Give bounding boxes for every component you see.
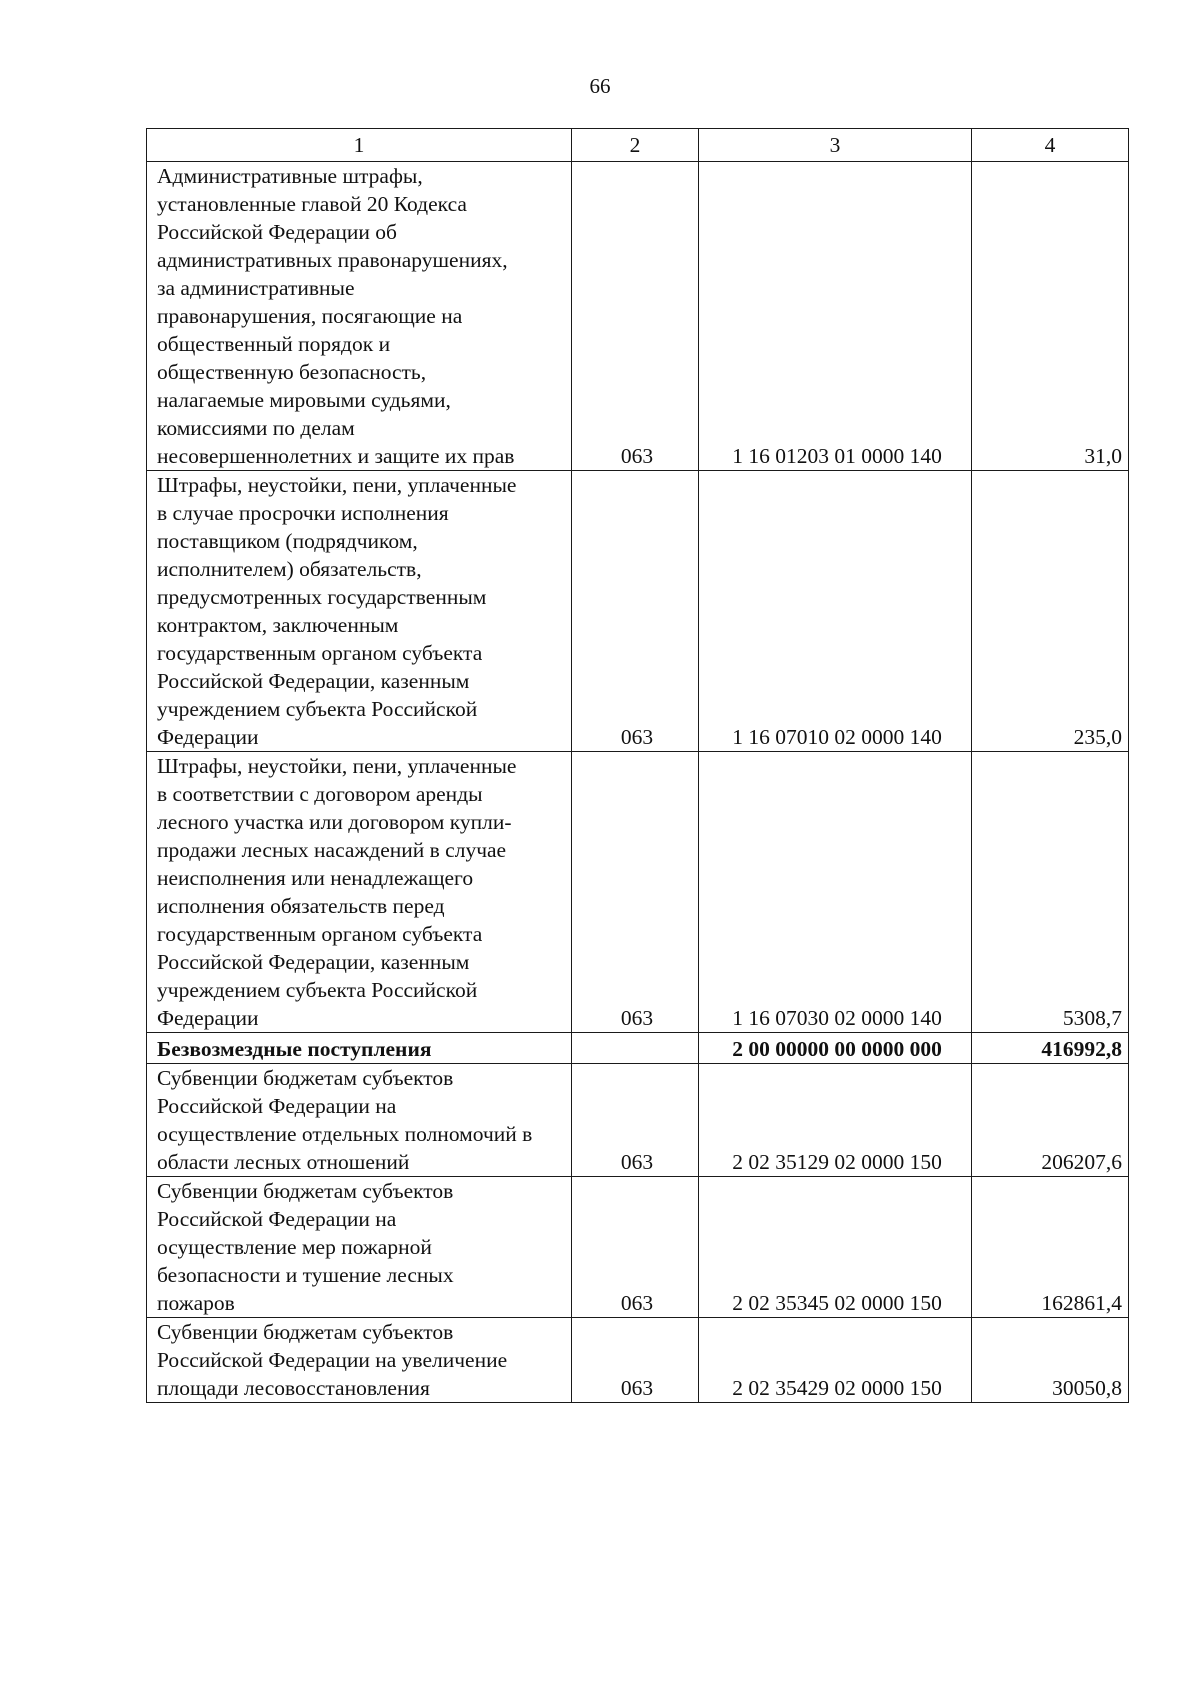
row-name-line: Федерации xyxy=(157,1006,259,1030)
row-classification-code: 1 16 01203 01 0000 140 xyxy=(699,162,972,471)
row-name-line: Российской Федерации, казенным xyxy=(157,950,470,974)
row-name-line: продажи лесных насаждений в случае xyxy=(157,838,507,862)
row-name-line: Субвенции бюджетам субъектов xyxy=(157,1179,454,1203)
row-amount: 30050,8 xyxy=(972,1318,1129,1403)
row-name-line: Субвенции бюджетам субъектов xyxy=(157,1320,454,1344)
row-name-line: осуществление отдельных полномочий в xyxy=(157,1122,533,1146)
row-name-line: области лесных отношений xyxy=(157,1150,410,1174)
table-header xyxy=(147,129,1129,162)
row-name-line: пожаров xyxy=(157,1291,235,1315)
row-name xyxy=(147,1318,572,1403)
row-name-line: комиссиями по делам xyxy=(157,416,355,440)
row-name-line: административных правонарушениях, xyxy=(157,248,508,272)
row-amount: 416992,8 xyxy=(972,1033,1129,1064)
row-admin-code: 063 xyxy=(572,752,699,1033)
header-col-2: 2 xyxy=(572,129,699,162)
row-admin-code xyxy=(572,1033,699,1064)
row-name-line: государственным органом субъекта xyxy=(157,641,483,665)
row-name-line: Российской Федерации на xyxy=(157,1094,397,1118)
row-name-line: государственным органом субъекта xyxy=(157,922,483,946)
row-name-line: Субвенции бюджетам субъектов xyxy=(157,1066,454,1090)
row-name-line: учреждением субъекта Российской xyxy=(157,978,478,1002)
row-classification-code: 2 00 00000 00 0000 000 xyxy=(699,1033,972,1064)
page-number: 66 xyxy=(589,74,611,98)
row-classification-code: 1 16 07010 02 0000 140 xyxy=(699,471,972,752)
row-name-line: налагаемые мировыми судьями, xyxy=(157,388,451,412)
table-row xyxy=(147,752,1129,1033)
row-name-line: в соответствии с договором аренды xyxy=(157,782,483,806)
table-row xyxy=(147,1033,1129,1064)
row-classification-code: 2 02 35429 02 0000 150 xyxy=(699,1318,972,1403)
row-admin-code: 063 xyxy=(572,162,699,471)
row-name-line: за административные xyxy=(157,276,355,300)
row-name xyxy=(147,752,572,1033)
row-name-line: Безвозмездные поступления xyxy=(157,1037,432,1061)
row-admin-code: 063 xyxy=(572,1177,699,1318)
row-name-line: в случае просрочки исполнения xyxy=(157,501,449,525)
table-body xyxy=(147,162,1129,1403)
row-admin-code: 063 xyxy=(572,471,699,752)
row-name-line: площади лесовосстановления xyxy=(157,1376,430,1400)
row-name-line: Штрафы, неустойки, пени, уплаченные xyxy=(157,754,517,778)
table-row xyxy=(147,471,1129,752)
table-row xyxy=(147,162,1129,471)
row-name-line: общественный порядок и xyxy=(157,332,391,356)
table-row xyxy=(147,1177,1129,1318)
row-amount: 5308,7 xyxy=(972,752,1129,1033)
row-classification-code: 2 02 35345 02 0000 150 xyxy=(699,1177,972,1318)
row-name-line: лесного участка или договором купли- xyxy=(157,810,512,834)
row-name-line: Российской Федерации, казенным xyxy=(157,669,470,693)
row-name xyxy=(147,162,572,471)
row-name-line: учреждением субъекта Российской xyxy=(157,697,478,721)
revenue-table xyxy=(146,128,1129,1403)
row-name-line: Административные штрафы, xyxy=(157,164,423,188)
row-name-line: общественную безопасность, xyxy=(157,360,427,384)
row-name-line: поставщиком (подрядчиком, xyxy=(157,529,418,553)
table-row xyxy=(147,1318,1129,1403)
row-name-line: безопасности и тушение лесных xyxy=(157,1263,454,1287)
row-amount: 162861,4 xyxy=(972,1177,1129,1318)
row-amount: 31,0 xyxy=(972,162,1129,471)
row-name-line: Федерации xyxy=(157,725,259,749)
row-classification-code: 1 16 07030 02 0000 140 xyxy=(699,752,972,1033)
row-name-line: Штрафы, неустойки, пени, уплаченные xyxy=(157,473,517,497)
row-name xyxy=(147,1033,572,1064)
row-name-line: осуществление мер пожарной xyxy=(157,1235,432,1259)
row-name-line: правонарушения, посягающие на xyxy=(157,304,463,328)
row-name-line: предусмотренных государственным xyxy=(157,585,487,609)
header-col-1: 1 xyxy=(147,129,572,162)
row-name xyxy=(147,1177,572,1318)
header-col-4: 4 xyxy=(972,129,1129,162)
row-name-line: контрактом, заключенным xyxy=(157,613,399,637)
row-classification-code: 2 02 35129 02 0000 150 xyxy=(699,1064,972,1177)
row-name-line: установленные главой 20 Кодекса xyxy=(157,192,467,216)
row-admin-code: 063 xyxy=(572,1318,699,1403)
header-row xyxy=(147,129,1129,162)
row-name xyxy=(147,1064,572,1177)
row-amount: 235,0 xyxy=(972,471,1129,752)
row-name-line: Российской Федерации на увеличение xyxy=(157,1348,508,1372)
row-name-line: исполнения обязательств перед xyxy=(157,894,445,918)
row-name-line: исполнителем) обязательств, xyxy=(157,557,422,581)
row-name-line: Российской Федерации об xyxy=(157,220,397,244)
row-name-line: несовершеннолетних и защите их прав xyxy=(157,444,515,468)
row-amount: 206207,6 xyxy=(972,1064,1129,1177)
header-col-3: 3 xyxy=(699,129,972,162)
row-name-line: неисполнения или ненадлежащего xyxy=(157,866,474,890)
row-name-line: Российской Федерации на xyxy=(157,1207,397,1231)
table-row xyxy=(147,1064,1129,1177)
row-admin-code: 063 xyxy=(572,1064,699,1177)
row-name xyxy=(147,471,572,752)
